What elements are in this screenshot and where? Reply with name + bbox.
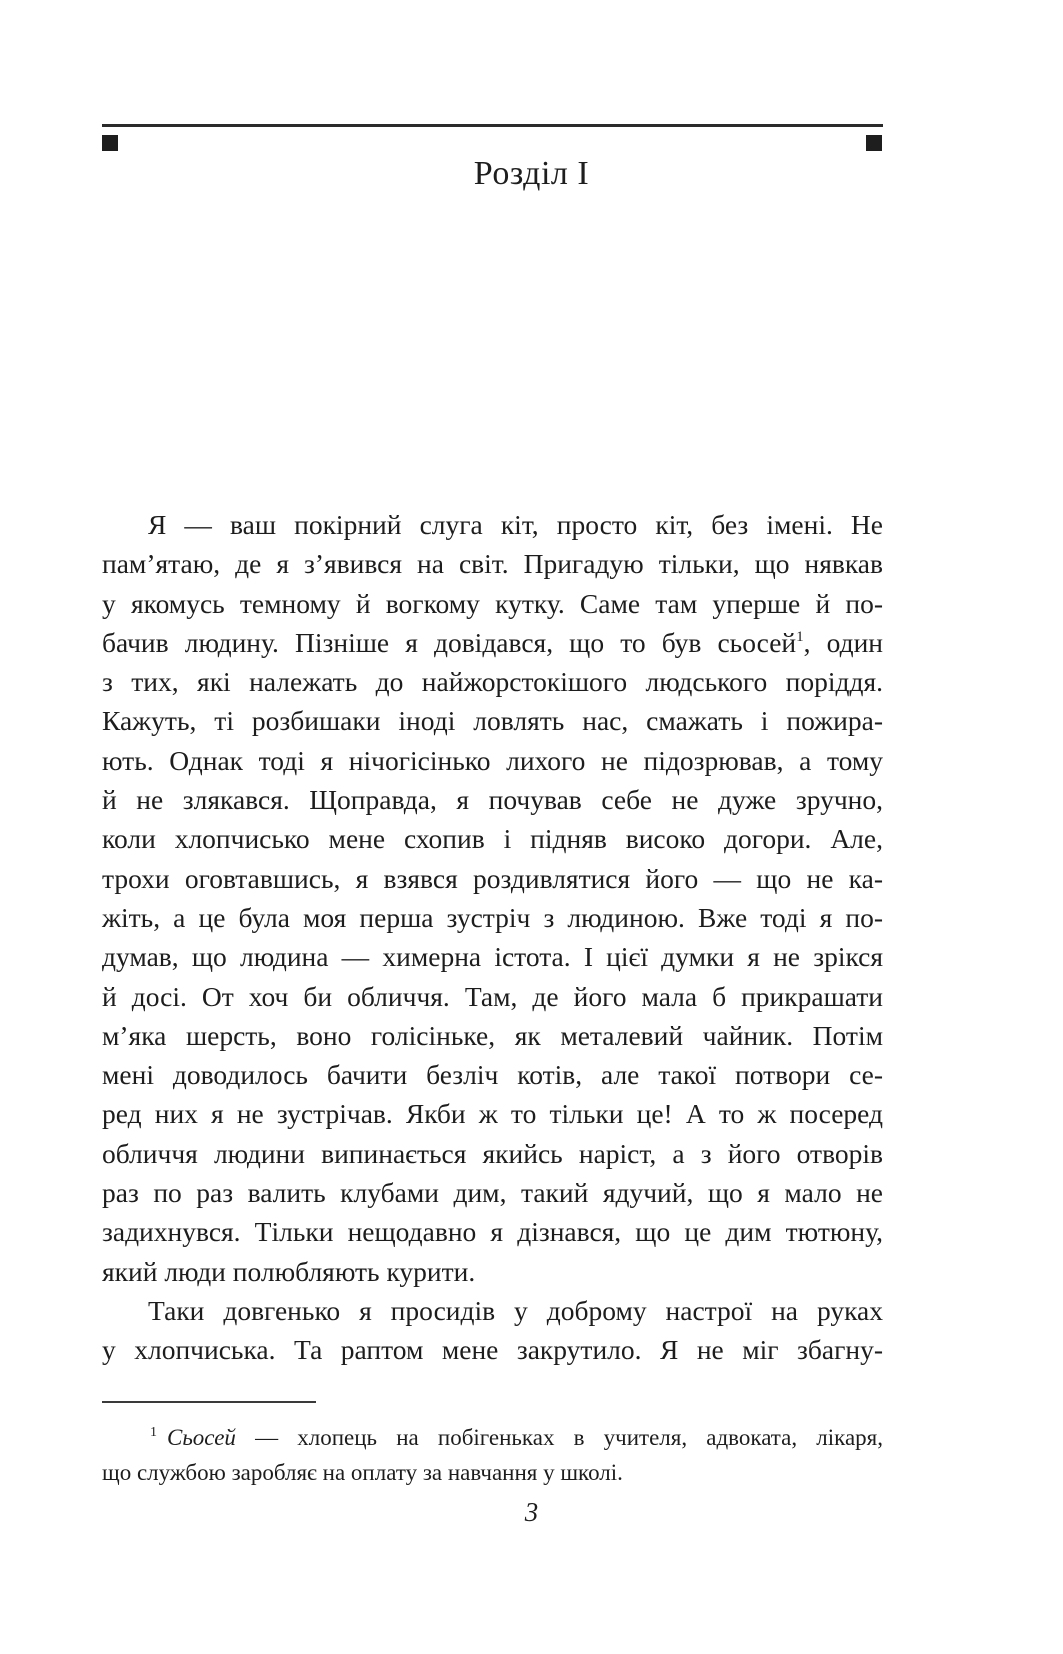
text-line: обличчя людини випинається якийсь наріст, а з його отворів [102,1137,883,1169]
text-line: й не злякався. Щоправда, я почував себе не дуже зручно, [102,784,883,816]
text-line: Я — ваш покірний слуга кіт, просто кіт, без імені. Не [148,509,883,540]
corner-square-left-icon [102,135,118,151]
text-line: з тих, які належать до найжорстокішого людського поріддя. [102,666,883,698]
text-line: Кажуть, ті розбишаки іноді ловлять нас, смажать і пожира- [102,705,883,737]
text-line-with-footnote [102,623,883,662]
footnote-term: Сьосей [167,1425,236,1450]
text-line: думав, що людина — химерна істота. І цієї думки я не зрікся [102,941,883,973]
text-line: раз по раз валить клубами дим, такий ядучий, що я мало не [102,1177,883,1209]
footnote-line: що службою заробляє на оплату за навчання у школі. [102,1460,623,1485]
text-line: ють. Однак тоді я нічогісінько лихого не підозрював, а тому [102,744,883,776]
paragraph-1 [102,505,883,1291]
text-line: пам’ятаю, де я з’явився на світ. Пригадую тільки, що нявкав [102,548,883,580]
text-line: у якомусь темному й вогкому кутку. Саме там уперше й по- [102,587,883,619]
top-rule [102,124,883,127]
text-segment: , один [803,626,883,658]
text-line: у хлопчиська. Та раптом мене закрутило. Я не міг збагну- [102,1334,883,1366]
text-line: коли хлопчисько мене схопив і підняв високо догори. Але, [102,823,883,855]
page-number: 3 [524,1497,539,1527]
text-line: Таки довгенько я просидів у доброму настрої на руках [148,1294,883,1326]
paragraph-2 [102,1291,883,1370]
text-line: й досі. От хоч би обличчя. Там, де його мала б прикрашати [102,980,883,1012]
footnote-reference[interactable]: 1 [796,628,804,645]
footnote-mark: 1 [150,1425,157,1440]
footnote-separator [102,1401,316,1403]
text-line: м’яка шерсть, воно голісіньке, як металевий чайник. Потім [102,1019,883,1051]
text-line: мені доводилось бачити безліч котів, але такої потвори се- [102,1059,883,1091]
text-line: жіть, а це була моя перша зустріч з людиною. Вже тоді я по- [102,901,883,933]
text-line: який люди полюбляють курити. [102,1255,476,1287]
corner-square-right-icon [866,135,882,151]
footnote-line [102,1420,883,1455]
chapter-title: Розділ I [473,155,590,192]
text-line: ред них я не зустрічав. Якби ж то тільки це! А то ж посеред [102,1098,883,1130]
text-segment: бачив людину. Пізніше я довідався, що то був сьосей [102,626,797,658]
footnote [102,1420,883,1490]
text-line: задихнувся. Тільки нещодавно я дізнався, що це дим тютюну, [102,1216,883,1248]
body-text [102,505,883,1370]
footnote-text: — хлопець на побігеньках в учителя, адвоката, лікаря, [235,1425,883,1450]
text-line: трохи оговтавшись, я взявся роздивлятися його — що не ка- [102,862,883,894]
